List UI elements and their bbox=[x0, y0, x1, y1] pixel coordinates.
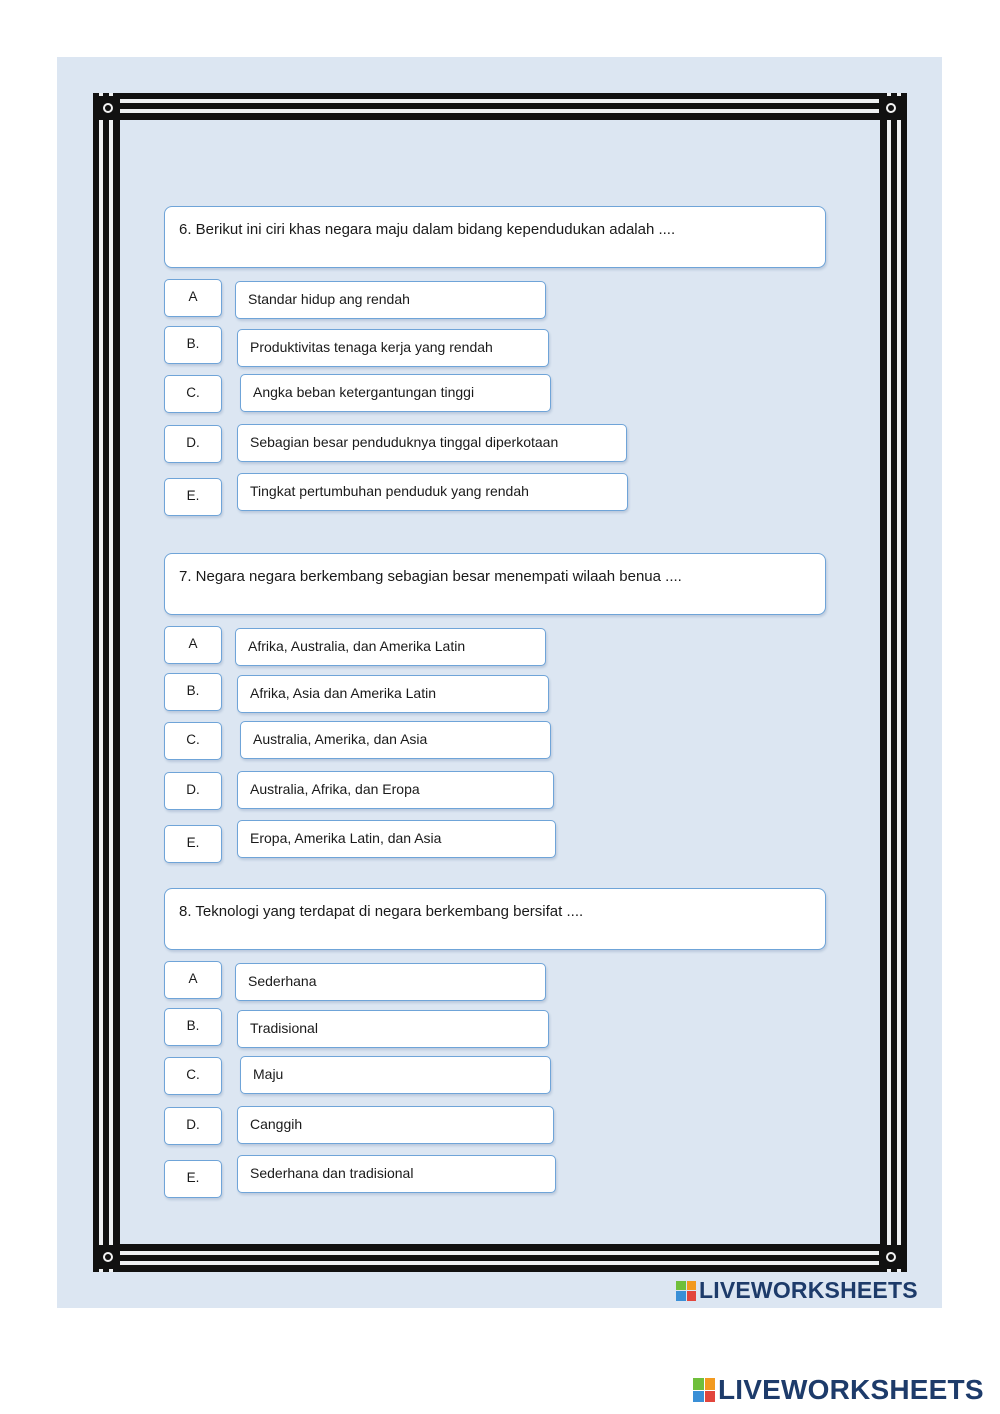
answer-box[interactable]: Tradisional bbox=[237, 1010, 549, 1048]
frame-corner-ornament bbox=[879, 1245, 903, 1269]
answer-box[interactable]: Sederhana dan tradisional bbox=[237, 1155, 556, 1193]
answer-box[interactable]: Tingkat pertumbuhan penduduk yang rendah bbox=[237, 473, 628, 511]
frame-corner-ornament bbox=[96, 96, 120, 120]
question-text: 8. Teknologi yang terdapat di negara berkembang bersifat .... bbox=[179, 903, 584, 920]
answer-box[interactable]: Afrika, Asia dan Amerika Latin bbox=[237, 675, 549, 713]
liveworksheets-logo bbox=[693, 1374, 984, 1406]
option-letter-a[interactable]: A bbox=[164, 961, 222, 999]
option-letter-b[interactable]: B. bbox=[164, 673, 222, 711]
option-letter-e[interactable]: E. bbox=[164, 825, 222, 863]
option-letter-b[interactable]: B. bbox=[164, 1008, 222, 1046]
answer-box[interactable]: Maju bbox=[240, 1056, 551, 1094]
logo-text: LIVEWORKSHEETS bbox=[699, 1277, 918, 1303]
question-box bbox=[164, 553, 826, 615]
option-letter-d[interactable]: D. bbox=[164, 772, 222, 810]
option-letter-c[interactable]: C. bbox=[164, 1057, 222, 1095]
answer-box[interactable]: Eropa, Amerika Latin, dan Asia bbox=[237, 820, 556, 858]
option-letter-d[interactable]: D. bbox=[164, 425, 222, 463]
answer-box[interactable]: Afrika, Australia, dan Amerika Latin bbox=[235, 628, 546, 666]
option-letter-a[interactable]: A bbox=[164, 279, 222, 317]
option-letter-a[interactable]: A bbox=[164, 626, 222, 664]
option-letter-b[interactable]: B. bbox=[164, 326, 222, 364]
answer-box[interactable]: Sederhana bbox=[235, 963, 546, 1001]
option-letter-e[interactable]: E. bbox=[164, 1160, 222, 1198]
option-letter-c[interactable]: C. bbox=[164, 375, 222, 413]
logo-text: LIVEWORKSHEETS bbox=[718, 1374, 984, 1405]
question-box bbox=[164, 888, 826, 950]
answer-box[interactable]: Angka beban ketergantungan tinggi bbox=[240, 374, 551, 412]
liveworksheets-logo-icon bbox=[693, 1378, 715, 1402]
answer-box[interactable]: Standar hidup ang rendah bbox=[235, 281, 546, 319]
answer-box[interactable]: Australia, Amerika, dan Asia bbox=[240, 721, 551, 759]
question-text: 6. Berikut ini ciri khas negara maju dalam bidang kependudukan adalah .... bbox=[179, 221, 676, 238]
option-letter-d[interactable]: D. bbox=[164, 1107, 222, 1145]
answer-box[interactable]: Sebagian besar penduduknya tinggal diperkotaan bbox=[237, 424, 627, 462]
answer-box[interactable]: Produktivitas tenaga kerja yang rendah bbox=[237, 329, 549, 367]
option-letter-e[interactable]: E. bbox=[164, 478, 222, 516]
question-box bbox=[164, 206, 826, 268]
liveworksheets-logo bbox=[676, 1277, 918, 1304]
frame-corner-ornament bbox=[96, 1245, 120, 1269]
answer-box[interactable]: Australia, Afrika, dan Eropa bbox=[237, 771, 554, 809]
frame-corner-ornament bbox=[879, 96, 903, 120]
option-letter-c[interactable]: C. bbox=[164, 722, 222, 760]
question-text: 7. Negara negara berkembang sebagian besar menempati wilaah benua .... bbox=[179, 568, 682, 585]
liveworksheets-logo-icon bbox=[676, 1281, 696, 1301]
answer-box[interactable]: Canggih bbox=[237, 1106, 554, 1144]
